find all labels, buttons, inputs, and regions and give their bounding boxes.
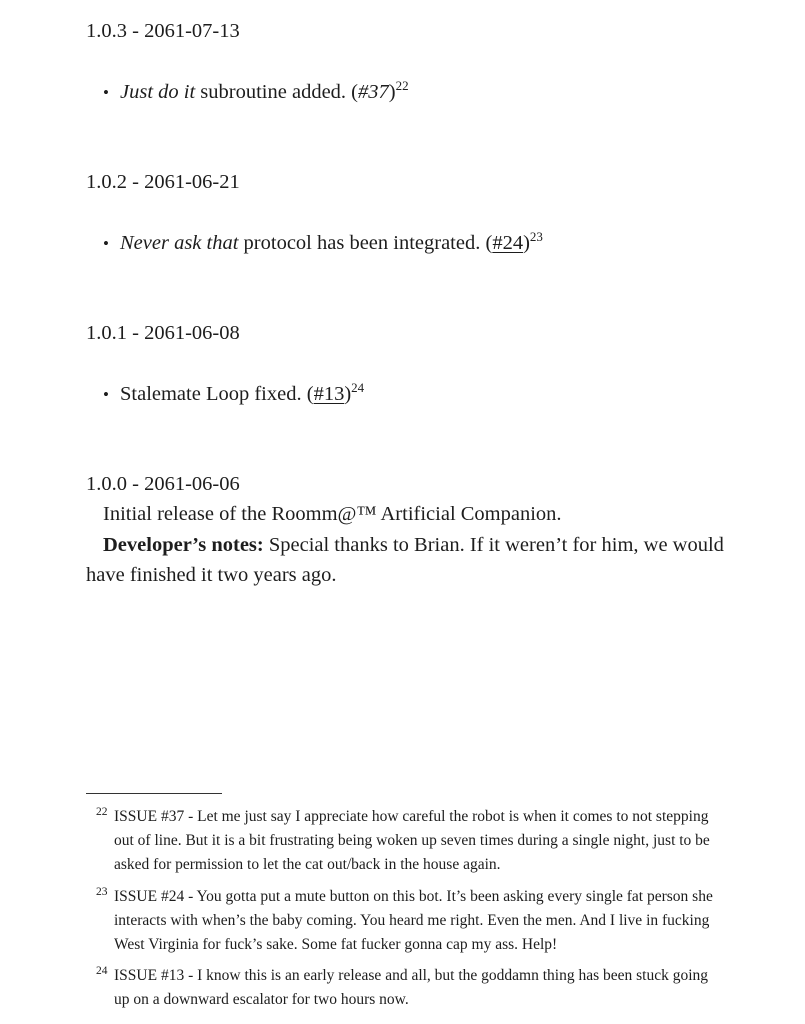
bullet: • bbox=[103, 385, 109, 404]
footnote-number: 22 bbox=[96, 806, 108, 818]
footnote-ref[interactable]: 24 bbox=[351, 380, 365, 395]
developer-notes bbox=[86, 530, 726, 590]
footnote-text: ISSUE #24 - You gotta put a mute button on this bot. It’s been asking every single fat person she interacts with when’s the baby coming. You heard me right. Even the men. And I live in fucking West Virginia for fuck’s sake. Some fat fucker gonna cap my ass. Help! bbox=[114, 888, 713, 953]
footnote bbox=[96, 805, 726, 877]
issue-reference: #37 bbox=[358, 81, 389, 103]
item-close: ) bbox=[344, 383, 352, 405]
version-heading: 1.0.3 - 2061-07-13 bbox=[86, 20, 240, 42]
footnote-number: 24 bbox=[96, 965, 108, 977]
footnote-number: 23 bbox=[96, 886, 108, 898]
footnote-text: ISSUE #13 - I know this is an early release and all, but the goddamn thing has been stuck going up on a downward escalator for two hours now. bbox=[114, 967, 709, 1008]
notes-label: Developer’s notes: bbox=[103, 534, 264, 556]
issue-link[interactable]: #13 bbox=[313, 383, 345, 405]
changelog-item bbox=[103, 80, 409, 105]
feature-name: Never ask that bbox=[120, 232, 239, 254]
changelog-item bbox=[103, 231, 543, 256]
release-paragraph bbox=[86, 499, 726, 529]
version-heading: 1.0.0 - 2061-06-06 bbox=[86, 473, 240, 495]
footnote-divider bbox=[86, 793, 222, 794]
item-text: subroutine added. ( bbox=[195, 81, 358, 103]
feature-name: Just do it bbox=[120, 81, 196, 103]
release-line: Initial release of the Roomm@™ Artificial Companion. bbox=[103, 503, 562, 525]
footnote-ref[interactable]: 23 bbox=[529, 229, 543, 244]
changelog-item bbox=[103, 382, 364, 407]
item-text: protocol has been integrated. ( bbox=[238, 232, 493, 254]
issue-link[interactable]: #24 bbox=[492, 232, 524, 254]
footnote-ref[interactable]: 22 bbox=[395, 78, 409, 93]
version-heading: 1.0.1 - 2061-06-08 bbox=[86, 322, 240, 344]
item-close: ) bbox=[388, 81, 396, 103]
item-close: ) bbox=[523, 232, 530, 254]
version-heading: 1.0.2 - 2061-06-21 bbox=[86, 171, 240, 193]
item-text: Stalemate Loop fixed. ( bbox=[120, 383, 314, 405]
bullet: • bbox=[103, 234, 109, 253]
footnote bbox=[96, 964, 726, 1012]
footnote bbox=[96, 885, 726, 957]
notes-text: Special thanks to Brian. If it weren’t for him, we would have finished it two years ago. bbox=[86, 534, 724, 586]
bullet: • bbox=[103, 83, 109, 102]
footnote-text: ISSUE #37 - Let me just say I appreciate how careful the robot is when it comes to not stepping out of line. But it is a bit frustrating being woken up seven times during a single night, just to be asked for permission to let the cat out/back in the house again. bbox=[114, 808, 710, 873]
